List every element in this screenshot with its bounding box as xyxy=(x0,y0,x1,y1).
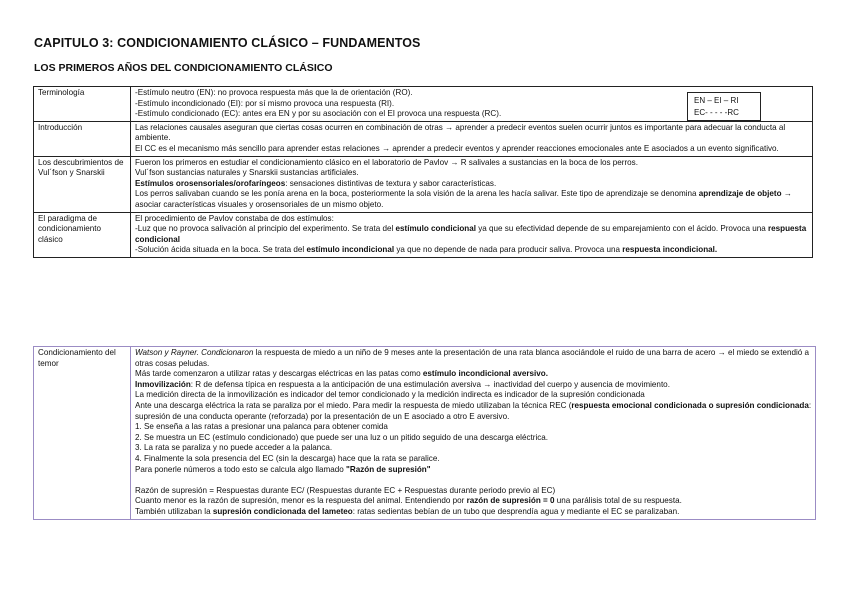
table-row xyxy=(34,347,816,520)
bold-term: razón de supresión = 0 xyxy=(466,496,555,506)
paragraph xyxy=(135,179,809,190)
table-row xyxy=(34,156,813,212)
text-run: También utilizaban la xyxy=(135,506,213,516)
fear-conditioning-table xyxy=(33,346,816,520)
paragraph: Vul´fson sustancias naturales y Snarskii sustancias artificiales. xyxy=(135,168,359,178)
paragraph xyxy=(135,369,812,380)
table-row xyxy=(34,212,813,257)
definition-line: -Estímulo incondicionado (EI): por sí mismo provoca una respuesta (RI). xyxy=(135,98,395,108)
text-run: Cuanto menor es la razón de supresión, menor es la respuesta del animal. Entendiendo por xyxy=(135,496,467,506)
text-run: Para ponerle números a todo esto se calcula algo llamado xyxy=(135,464,347,474)
row-label: Terminología xyxy=(34,87,131,122)
text-run: una parálisis total de su respuesta. xyxy=(554,496,682,506)
fundamentals-table xyxy=(33,86,813,258)
table-row xyxy=(34,87,813,122)
bold-term: respuesta emocional condicionada o supresión condicionada xyxy=(571,400,809,410)
list-item: 2. Se muestra un EC (estímulo condicionado) que puede ser una luz o un pitido seguido de una descarga eléctrica. xyxy=(135,432,549,442)
text-run: Más tarde comenzaron a utilizar ratas y descargas eléctricas en las patas como xyxy=(135,369,423,379)
bold-term: estímulo incondicional aversivo. xyxy=(422,369,548,379)
text-run: la respuesta de miedo a un niño de 9 meses ante la presentación de una rata blanca asociándole el ruido de una barra de acero → el miedo se extendió a otras cosas peludas. xyxy=(135,348,810,368)
bold-term: Inmovilización xyxy=(135,379,191,389)
chapter-title: CAPITULO 3: CONDICIONAMIENTO CLÁSICO – FUNDAMENTOS xyxy=(34,36,421,50)
blank-line xyxy=(135,475,812,486)
text-run: Ante una descarga eléctrica la rata se paraliza por el miedo. Para medir la respuesta de miedo utilizaban la técnica REC ( xyxy=(135,400,572,410)
table-row xyxy=(34,121,813,156)
bold-term: respuesta incondicional. xyxy=(622,245,718,255)
paragraph: La medición directa de la inmovilización es indicador del temor condicionado y la medición indirecta es indicador de la supresión condicionada xyxy=(135,390,645,400)
text-run: ya que su efectividad depende de su emparejamiento con el ácido. Provoca una xyxy=(476,224,769,234)
row-content xyxy=(131,212,813,257)
paragraph xyxy=(135,189,809,210)
bold-term: estímulo condicional xyxy=(395,224,476,234)
paragraph xyxy=(135,496,812,507)
list-item: 3. La rata se paraliza y no puede acceder a la palanca. xyxy=(135,443,333,453)
paragraph xyxy=(135,224,809,245)
row-content xyxy=(131,156,813,212)
row-content xyxy=(131,87,813,122)
italic-text: Watson y Rayner. Condicionaron xyxy=(135,348,254,357)
section-title: LOS PRIMEROS AÑOS DEL CONDICIONAMIENTO CLÁSICO xyxy=(34,62,333,74)
list-item: 4. Finalmente la sola presencia del EC (sin la descarga) hace que la rata se paralice. xyxy=(135,453,440,463)
definition-line: -Estímulo neutro (EN): no provoca respuesta más que la de orientación (RO). xyxy=(135,88,413,97)
bold-term: Estímulos orosensoriales/orofaríngeos xyxy=(135,178,286,188)
paragraph: El procedimiento de Pavlov constaba de dos estímulos: xyxy=(135,213,334,223)
row-label: Introducción xyxy=(34,121,131,156)
text-run: : supresión de una conducta operante (reforzada) por la presentación de un E asociado a otro E aversivo. xyxy=(135,400,812,421)
row-label: Condicionamiento del temor xyxy=(34,347,131,520)
text-run: ya que no depende de nada para producir saliva. Provoca una xyxy=(394,245,623,255)
formula-line: EN – EI – RI xyxy=(694,96,739,105)
text-run: -Solución ácida situada en la boca. Se trata del xyxy=(135,245,307,255)
paragraph: El CC es el mecanismo más sencillo para aprender estas relaciones → aprender a predecir eventos y aprender reacciones emocionales ante E asociados a un evento significativo. xyxy=(135,143,779,153)
list-item: 1. Se enseña a las ratas a presionar una palanca para obtener comida xyxy=(135,422,388,432)
paragraph xyxy=(135,348,812,369)
paragraph: Las relaciones causales aseguran que ciertas cosas ocurren en combinación de otras → aprender a predecir eventos suelen ocurrir juntos es importante para adecuar la conducta al ambiente. xyxy=(135,122,786,143)
paragraph xyxy=(135,507,812,518)
bold-term: "Razón de supresión" xyxy=(346,464,431,474)
bold-term: aprendizaje de objeto xyxy=(698,189,782,199)
formula-line: EC- - - - -RC xyxy=(694,108,739,117)
paragraph xyxy=(135,465,812,476)
text-run: -Luz que no provoca salivación al principio del experimento. Se trata del xyxy=(135,224,396,234)
definition-line: -Estímulo condicionado (EC): antes era EN y por su asociación con el EI provoca una respuesta (RC). xyxy=(135,109,502,119)
row-content xyxy=(131,121,813,156)
text-run: → asociar características visuales y orosensoriales de un mismo objeto. xyxy=(135,189,792,209)
text-run: : ratas sedientas bebían de un tubo que desprendía agua y mediante el EC se paralizaban. xyxy=(352,506,680,516)
row-label: El paradigma de condicionamiento clásico xyxy=(34,212,131,257)
row-content xyxy=(131,347,816,520)
text-run: Los perros salivaban cuando se les ponía arena en la boca, posteriormente la sola visión de la arena les hacía salivar. Este tipo de aprendizaje se denomina xyxy=(135,189,699,199)
text-run: : sensaciones distintivas de textura y sabor características. xyxy=(285,178,497,188)
paragraph xyxy=(135,245,809,256)
formula-line: Razón de supresión = Respuestas durante EC/ (Respuestas durante EC + Respuestas durante periodo previo al EC) xyxy=(135,485,556,495)
paragraph xyxy=(135,380,812,391)
formula-box xyxy=(687,92,761,121)
row-label: Los descubrimientos de Vul´fson y Snarskii xyxy=(34,156,131,212)
paragraph xyxy=(135,401,812,422)
bold-term: supresión condicionada del lameteo xyxy=(212,506,353,516)
text-run: : R de defensa típica en respuesta a la anticipación de una estimulación aversiva → inactividad del cuerpo y ausencia de movimiento. xyxy=(190,379,670,389)
bold-term: respuesta condicional xyxy=(135,224,807,244)
paragraph: Fueron los primeros en estudiar el condicionamiento clásico en el laboratorio de Pavlov → R salivales a sustancias en la boca de los perros. xyxy=(135,157,638,167)
bold-term: estímulo incondicional xyxy=(306,245,395,255)
